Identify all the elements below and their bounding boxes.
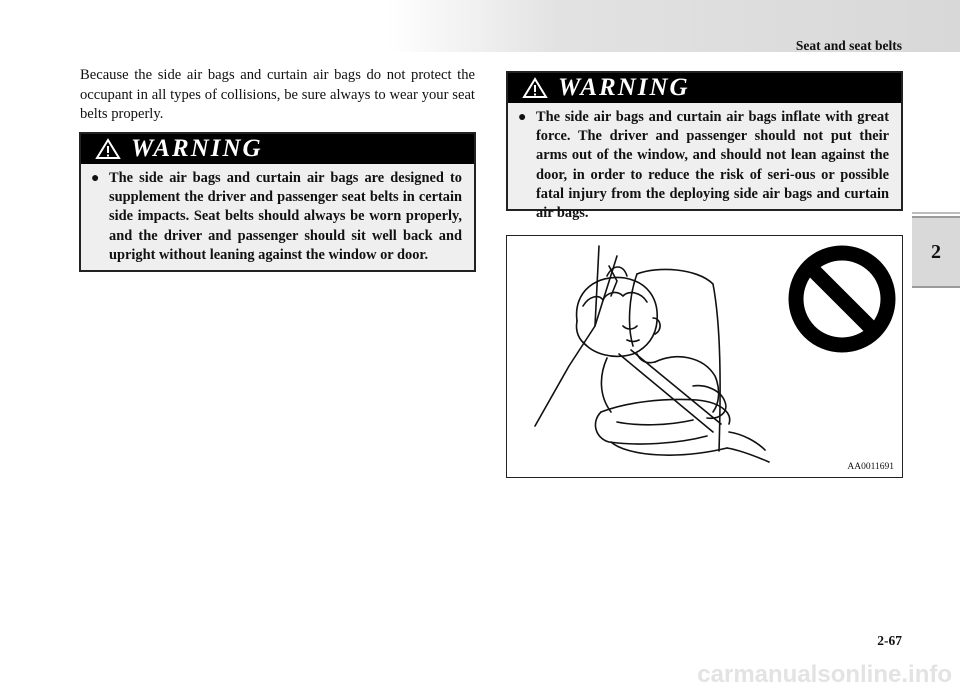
- bullet-icon: ●: [518, 110, 527, 125]
- intro-paragraph: Because the side air bags and curtain air bags do not protect the occupant in all types of collisions, be sure always to wear your seat belts properly.: [80, 67, 475, 122]
- figure-code: AA0011691: [847, 462, 894, 472]
- warning-header: [508, 73, 901, 103]
- warning-heading: WARNING: [558, 74, 690, 101]
- warning-text: The side air bags and curtain air bags are designed to supplement the driver and passenger seat belts in certain side impacts. Seat belts should always be worn properly, and the driver and passenger should sit well back and upright without leaning against the window or door.: [109, 170, 462, 263]
- warning-triangle-icon: [522, 77, 548, 99]
- chapter-side-tab: [912, 216, 960, 288]
- warning-body: [508, 103, 901, 231]
- warning-box-1: [79, 132, 476, 272]
- chapter-number: 2: [931, 240, 941, 263]
- warning-body: [81, 164, 474, 273]
- warning-box-2: [506, 71, 903, 222]
- page-number: 2-67: [877, 633, 902, 648]
- bullet-icon: ●: [91, 171, 100, 186]
- side-tab-rule: [912, 212, 960, 214]
- warning-header: [81, 134, 474, 164]
- prohibition-icon: [787, 244, 897, 354]
- warning-text: The side air bags and curtain air bags inflate with great force. The driver and passenger should not put their arms out of the window, and should not lean against the door, in order to reduce the risk of seri-ous or possible fatal injury from the deploying side air bags and curtain air bags.: [536, 109, 889, 222]
- warning-heading: WARNING: [131, 135, 263, 162]
- warning-triangle-icon: [95, 138, 121, 160]
- watermark: carmanualsonline.info: [697, 661, 952, 688]
- illustration-figure: [506, 235, 903, 478]
- page-header-title: Seat and seat belts: [795, 38, 902, 53]
